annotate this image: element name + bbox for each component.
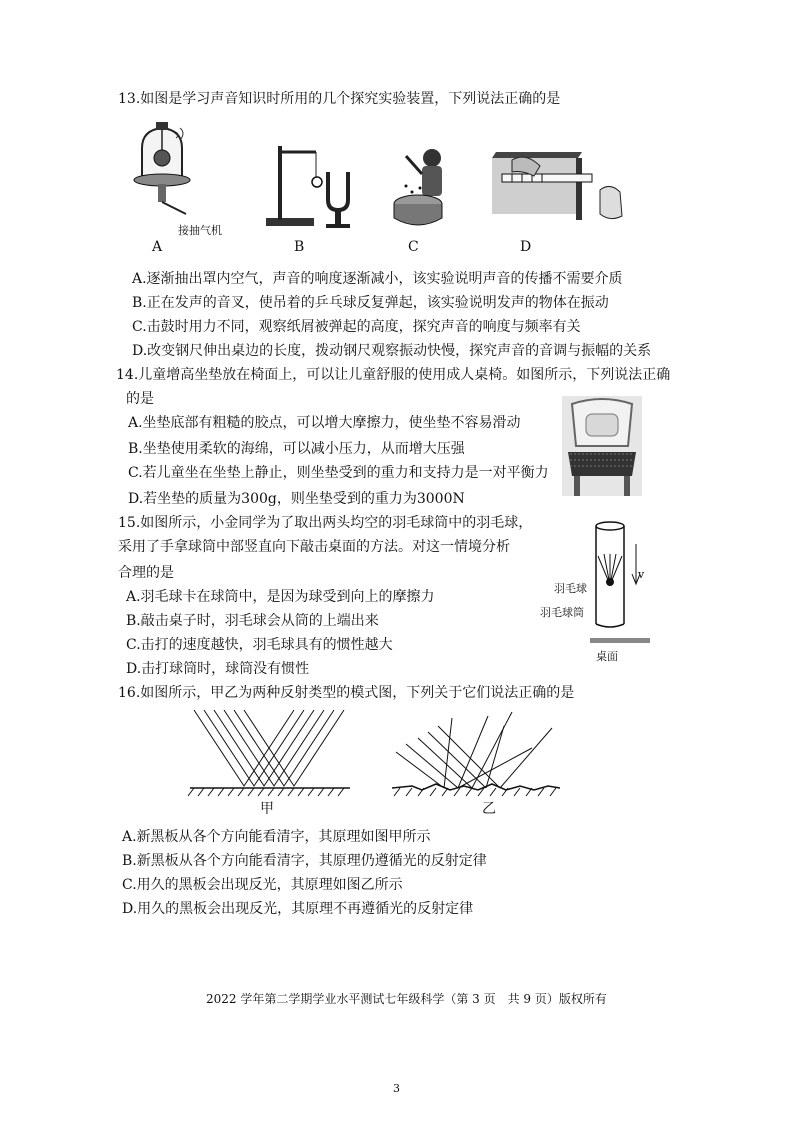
page-number: 3: [393, 1082, 400, 1095]
page-footer: 2022 学年第二学期学业水平测试七年级科学（第 3 页 共 9 页）版权所有: [206, 992, 607, 1006]
q13-option-c: C.击鼓时用力不同，观察纸屑被弹起的高度，探究声音的响度与频率有关: [132, 319, 581, 335]
tuning-fork-figure: [262, 140, 362, 232]
q14-option-d: D.若坐垫的质量为300g，则坐垫受到的重力为3000N: [128, 491, 465, 507]
q16-option-b: B.新黑板从各个方向能看清字，其原理仍遵循光的反射定律: [122, 853, 487, 869]
q16-stem: 16.如图所示，甲乙为两种反射类型的模式图，下列关于它们说法正确的是: [118, 685, 575, 701]
q15-stem-line2: 采用了手拿球筒中部竖直向下敲击桌面的方法。对这一情境分析: [118, 539, 510, 555]
q16-label-yi: 乙: [482, 801, 496, 817]
q15-option-b: B.敲击桌子时，羽毛球会从筒的上端出来: [126, 613, 379, 629]
q13-option-d: D.改变钢尺伸出桌边的长度，拨动钢尺观察振动快慢，探究声音的音调与振幅的关系: [132, 343, 652, 359]
shuttlecock-tube-figure: [590, 518, 660, 644]
q14-option-b: B.坐垫使用柔软的海绵，可以减小压力，从而增大压强: [128, 441, 465, 457]
q16-label-jia: 甲: [260, 801, 274, 817]
q15-stem-line3: 合理的是: [118, 565, 174, 581]
q15-option-d: D.击打球筒时，球筒没有惯性: [126, 661, 310, 677]
q13-stem: 13.如图是学习声音知识时所用的几个探究实验装置，下列说法正确的是: [118, 91, 561, 107]
specular-reflection-figure: [184, 708, 354, 804]
booster-seat-figure: [562, 396, 642, 496]
q15-tube-label: 羽毛球筒: [540, 606, 584, 619]
q13-label-d: D: [520, 239, 532, 255]
q14-stem-line1: 14.儿童增高坐垫放在椅面上，可以让儿童舒服的使用成人桌椅。如图所示，下列说法正确: [116, 367, 671, 383]
q14-option-a: A.坐垫底部有粗糙的胶点，可以增大摩擦力，使坐垫不容易滑动: [128, 415, 521, 431]
q15-velocity-label: v: [638, 568, 645, 581]
q15-stem-line1: 15.如图所示，小金同学为了取出两头均空的羽毛球筒中的羽毛球，: [118, 515, 533, 531]
q15-option-a: A.羽毛球卡在球筒中，是因为球受到向上的摩擦力: [126, 589, 435, 605]
q16-option-d: D.用久的黑板会出现反光，其原理不再遵循光的反射定律: [122, 901, 474, 917]
q15-table-label: 桌面: [596, 650, 618, 663]
q13-option-a: A.逐渐抽出罩内空气，声音的响度逐渐减小，该实验说明声音的传播不需要介质: [132, 271, 623, 287]
q14-option-c: C.若儿童坐在坐垫上静止，则坐垫受到的重力和支持力是一对平衡力: [128, 465, 549, 481]
q13-fig-a-caption: 接抽气机: [178, 224, 222, 237]
q13-label-b: B: [294, 239, 305, 255]
q13-option-b: B.正在发声的音叉，使吊着的乒乓球反复弹起，该实验说明发声的物体在振动: [132, 295, 609, 311]
drum-figure: [388, 140, 468, 232]
q14-stem-line2: 的是: [126, 391, 154, 407]
diffuse-reflection-figure: [392, 708, 562, 804]
q13-label-a: A: [152, 239, 163, 255]
q16-option-c: C.用久的黑板会出现反光，其原理如图乙所示: [122, 877, 403, 893]
q16-option-a: A.新黑板从各个方向能看清字，其原理如图甲所示: [122, 829, 431, 845]
q15-shuttlecock-label: 羽毛球: [554, 582, 587, 595]
bell-jar-figure: [128, 118, 238, 230]
q15-option-c: C.击打的速度越快，羽毛球具有的惯性越大: [126, 637, 393, 653]
ruler-figure: [492, 150, 632, 232]
q13-label-c: C: [408, 239, 419, 255]
